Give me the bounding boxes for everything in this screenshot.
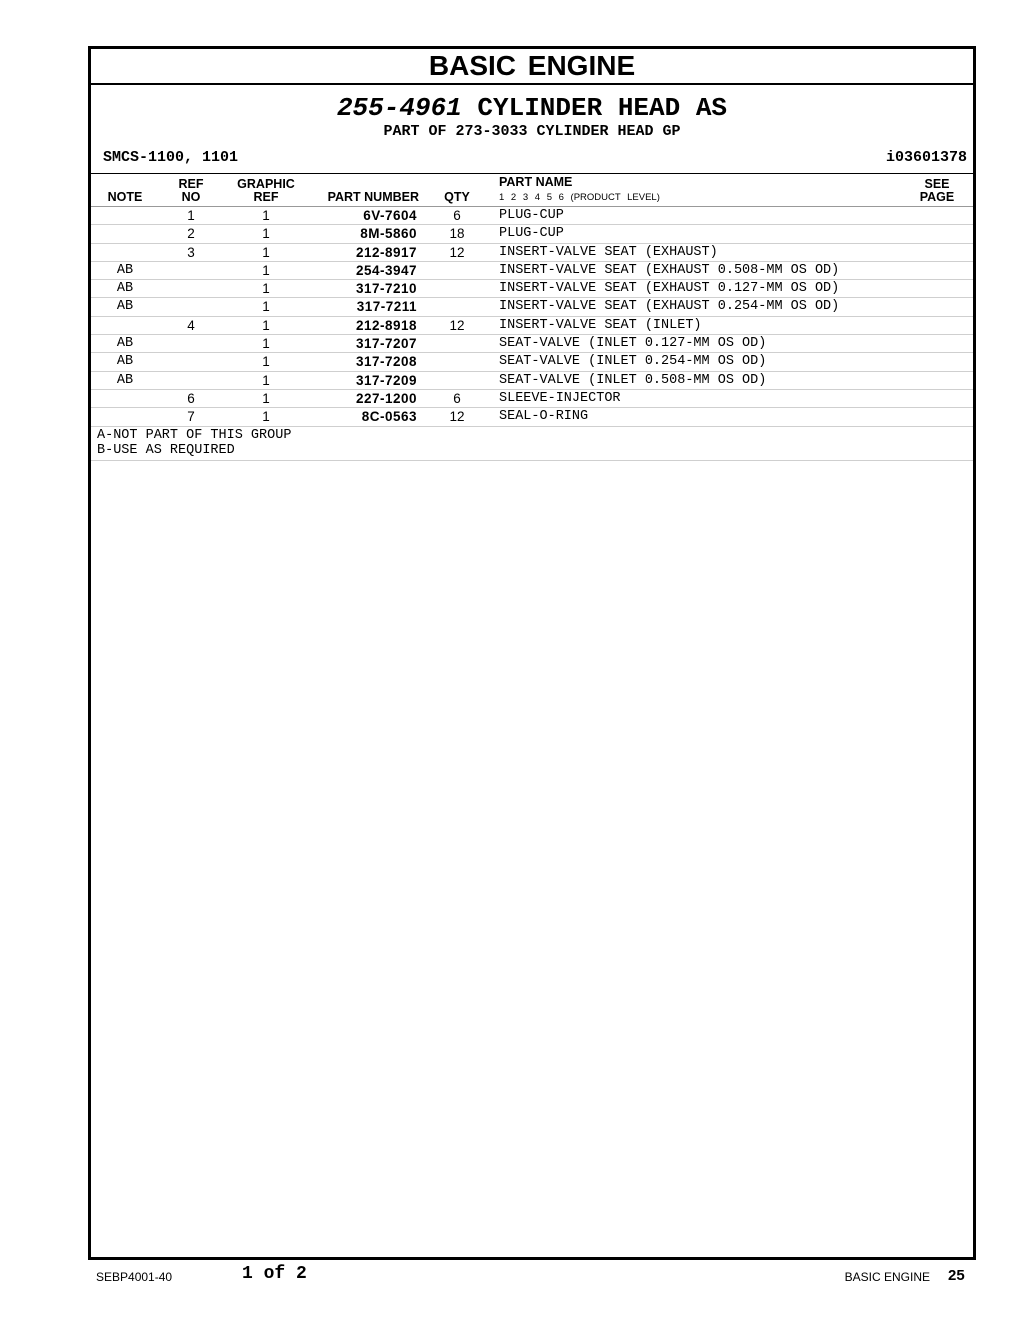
section-title: BASIC ENGINE <box>91 49 973 85</box>
row-graphic: 1 <box>262 354 270 370</box>
row-part-number[interactable]: 317-7208 <box>355 354 417 370</box>
group-header <box>91 85 973 174</box>
table-row[interactable] <box>91 207 973 225</box>
footer-doc-number: SEBP4001-40 <box>96 1270 173 1284</box>
group-title <box>91 93 973 123</box>
footer-section: BASIC ENGINE <box>844 1270 930 1284</box>
table-row[interactable] <box>91 335 973 353</box>
table-row[interactable] <box>91 262 973 280</box>
col-ref-bottom: NO <box>181 190 201 204</box>
row-part-name: SEAL-O-RING <box>499 409 589 425</box>
row-qty: 12 <box>449 409 465 425</box>
row-part-number[interactable]: 212-8918 <box>355 317 417 333</box>
table-row[interactable] <box>91 408 973 426</box>
table-row[interactable] <box>91 353 973 371</box>
col-part-name: PART NAME <box>499 175 573 189</box>
row-part-name: INSERT-VALVE SEAT (EXHAUST 0.508-MM OS OD) <box>499 262 840 278</box>
row-ref: 4 <box>187 317 195 333</box>
column-header <box>91 174 973 207</box>
row-graphic: 1 <box>262 409 270 425</box>
col-product-level: 1 2 3 4 5 6 (PRODUCT LEVEL) <box>499 192 660 203</box>
row-part-name: PLUG-CUP <box>499 226 564 242</box>
smcs-code: SMCS-1100, 1101 <box>103 149 239 166</box>
row-graphic: 1 <box>262 208 270 223</box>
row-part-name: INSERT-VALVE SEAT (INLET) <box>499 317 702 333</box>
group-part-number[interactable]: 255-4961 <box>336 93 462 123</box>
row-part-name: INSERT-VALVE SEAT (EXHAUST 0.254-MM OS OD) <box>499 299 840 315</box>
row-ref: 3 <box>187 244 195 260</box>
table-row[interactable] <box>91 225 973 243</box>
row-graphic: 1 <box>262 281 270 297</box>
note-b: B-USE AS REQUIRED <box>97 442 235 458</box>
col-qty: QTY <box>444 190 470 204</box>
row-graphic: 1 <box>262 390 270 406</box>
row-graphic: 1 <box>262 317 270 333</box>
col-graphic-bottom: REF <box>253 190 279 204</box>
row-part-number[interactable]: 6V-7604 <box>363 208 417 223</box>
group-part-of: PART OF 273-3033 CYLINDER HEAD GP <box>383 123 681 140</box>
row-part-number[interactable]: 8M-5860 <box>360 226 417 242</box>
table-row[interactable] <box>91 280 973 298</box>
table-row[interactable] <box>91 244 973 262</box>
footer-page-of: 1 of 2 <box>242 1264 307 1284</box>
row-part-name: SEAT-VALVE (INLET 0.127-MM OS OD) <box>499 336 767 352</box>
row-part-number[interactable]: 317-7211 <box>356 299 417 315</box>
row-graphic: 1 <box>262 299 270 315</box>
row-ref: 7 <box>187 409 195 425</box>
row-part-name: PLUG-CUP <box>499 208 564 223</box>
note-a: A-NOT PART OF THIS GROUP <box>97 427 292 443</box>
row-qty: 12 <box>449 244 465 260</box>
row-qty: 6 <box>453 208 461 223</box>
col-see-top: SEE <box>924 177 950 191</box>
table-row[interactable] <box>91 372 973 390</box>
col-graphic-top: GRAPHIC <box>237 177 295 191</box>
row-part-name: SEAT-VALVE (INLET 0.508-MM OS OD) <box>499 372 767 388</box>
row-part-number[interactable]: 212-8917 <box>355 244 417 260</box>
illustration-id: i03601378 <box>885 149 967 166</box>
row-part-number[interactable]: 227-1200 <box>355 390 417 406</box>
row-note: AB <box>116 281 134 297</box>
parts-page-frame <box>88 46 976 1260</box>
row-ref: 6 <box>187 390 195 406</box>
row-part-number[interactable]: 317-7209 <box>355 372 417 388</box>
row-part-number[interactable]: 8C-0563 <box>361 409 417 425</box>
row-ref: 1 <box>187 208 195 223</box>
row-part-number[interactable]: 254-3947 <box>355 262 417 278</box>
row-qty: 18 <box>449 226 465 242</box>
row-note: AB <box>116 372 134 388</box>
parts-list <box>91 207 973 427</box>
table-row[interactable] <box>91 298 973 316</box>
row-note: AB <box>116 299 134 315</box>
col-see-bottom: PAGE <box>919 190 955 204</box>
notes-block <box>91 427 973 461</box>
group-name: CYLINDER HEAD AS <box>477 93 728 123</box>
col-note: NOTE <box>107 190 143 204</box>
row-graphic: 1 <box>262 226 270 242</box>
table-row[interactable] <box>91 317 973 335</box>
row-note: AB <box>116 354 134 370</box>
row-part-name: INSERT-VALVE SEAT (EXHAUST 0.127-MM OS OD) <box>499 281 840 297</box>
row-graphic: 1 <box>262 262 270 278</box>
row-part-name: SLEEVE-INJECTOR <box>499 390 621 406</box>
row-note: AB <box>116 336 134 352</box>
row-part-number[interactable]: 317-7207 <box>355 336 417 352</box>
row-part-name: SEAT-VALVE (INLET 0.254-MM OS OD) <box>499 354 767 370</box>
row-ref: 2 <box>187 226 195 242</box>
row-part-number[interactable]: 317-7210 <box>355 281 417 297</box>
table-row[interactable] <box>91 390 973 408</box>
row-graphic: 1 <box>262 336 270 352</box>
row-note: AB <box>116 262 134 278</box>
row-graphic: 1 <box>262 244 270 260</box>
col-part-number: PART NUMBER <box>327 190 419 204</box>
row-qty: 6 <box>453 390 461 406</box>
footer-page-number: 25 <box>948 1267 965 1284</box>
row-qty: 12 <box>449 317 465 333</box>
row-part-name: INSERT-VALVE SEAT (EXHAUST) <box>499 244 718 260</box>
col-ref-top: REF <box>178 177 204 191</box>
row-graphic: 1 <box>262 372 270 388</box>
page-footer <box>0 1262 1020 1292</box>
